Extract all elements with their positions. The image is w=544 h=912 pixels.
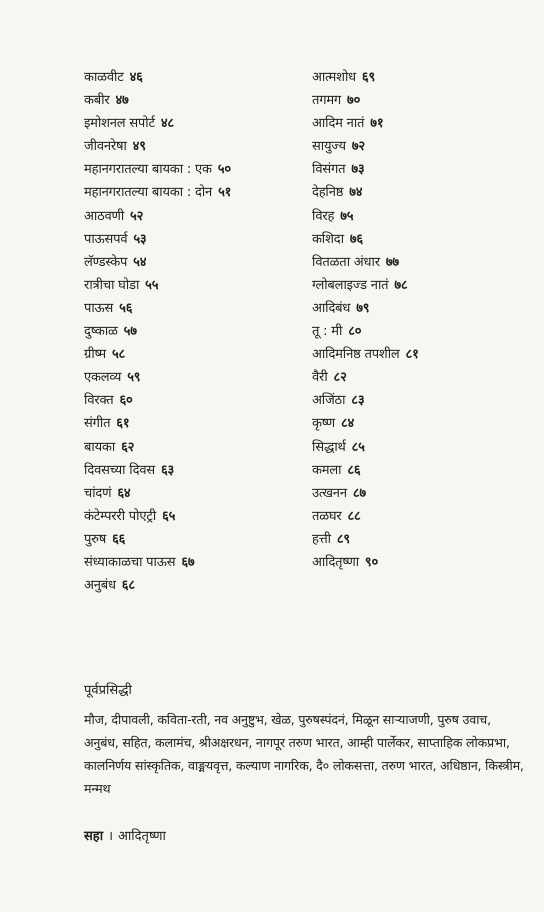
toc-entry-page-number: ८३	[351, 393, 365, 409]
toc-entry-page-number: ५१	[218, 185, 232, 201]
toc-entry-title: बायका	[84, 439, 116, 455]
toc-left-column	[84, 66, 304, 597]
toc-entry-page-number: ६८	[121, 578, 135, 594]
toc-entry	[84, 274, 304, 297]
toc-entry-title: देहनिष्ठ	[312, 185, 344, 201]
toc-entry	[312, 66, 512, 89]
toc-entry-page-number: ४७	[115, 93, 129, 109]
toc-entry-title: इमोशनल सपोर्ट	[84, 116, 155, 132]
toc-entry	[84, 181, 304, 204]
toc-entry-page-number: ८९	[336, 531, 350, 547]
toc-entry-title: विरक्त	[84, 393, 114, 409]
toc-entry	[84, 412, 304, 435]
toc-entry-page-number: ५७	[123, 324, 137, 340]
toc-entry-page-number: ८१	[405, 347, 419, 363]
toc-entry	[84, 436, 304, 459]
toc-entry-page-number: ६६	[112, 531, 126, 547]
prior-publication-heading: पूर्वप्रसिद्धी	[84, 683, 132, 698]
toc-entry	[312, 412, 512, 435]
toc-entry-page-number: ५३	[133, 231, 147, 247]
toc-entry-title: आदिबंध	[312, 300, 351, 316]
toc-entry-title: कंटेम्पररी पोएट्री	[84, 508, 157, 524]
toc-entry-page-number: ६९	[361, 70, 376, 85]
toc-entry-page-number: ६३	[160, 462, 175, 478]
toc-entry-page-number: ४६	[129, 70, 143, 85]
toc-entry-page-number: ७३	[351, 162, 365, 178]
toc-entry	[84, 528, 304, 551]
toc-entry-title: जीवनरेषा	[84, 139, 127, 155]
toc-entry	[312, 205, 512, 228]
toc-entry-title: ग्लोबलाइज्ड नातं	[312, 277, 389, 293]
toc-entry-page-number: ९०	[364, 554, 379, 570]
toc-entry	[312, 297, 512, 320]
toc-entry	[312, 389, 512, 412]
toc-entry	[312, 89, 512, 112]
toc-entry	[84, 574, 304, 597]
toc-entry-title: आत्मशोध	[312, 70, 356, 85]
toc-entry	[84, 551, 304, 574]
toc-entry-page-number: ५०	[217, 162, 231, 178]
toc-entry-page-number: ७४	[349, 185, 363, 201]
toc-entry-page-number: ५२	[130, 208, 144, 224]
toc-entry	[84, 228, 304, 251]
toc-entry	[312, 181, 512, 204]
toc-entry-page-number: ४९	[132, 139, 146, 155]
toc-entry	[312, 436, 512, 459]
toc-entry-title: वितळता अंधार	[312, 254, 380, 270]
book-title: आदितृष्णा	[118, 829, 166, 844]
toc-entry	[312, 228, 512, 251]
toc-entry-title: आदिम नातं	[312, 116, 365, 132]
toc-entry	[312, 528, 512, 551]
toc-entry-page-number: ७०	[347, 93, 361, 109]
toc-entry-title: कमला	[312, 462, 342, 478]
toc-entry	[312, 251, 512, 274]
toc-right-column	[312, 66, 512, 574]
toc-entry	[312, 274, 512, 297]
toc-entry-page-number: ७२	[351, 139, 365, 155]
toc-entry-title: दिवसच्या दिवस	[84, 462, 155, 478]
prior-publication-list: मौज, दीपावली, कविता-रती, नव अनुष्टुभ, खेळ, पुरुषस्पंदनं, मिळून साऱ्याजणी, पुरुष उवाच, अनुबंध, सहित, कलामंच, श्रीअक्षरधन, नागपूर तरुण भारत, आम्ही पार्लेकर, साप्ताहिक लोकप्रभा, कालनिर्णय सांस्कृतिक, वाङ्मयवृत्त, कल्याण नागरिक, दै० लोकसत्ता, तरुण भारत, अधिष्ठान, किस्त्रीम, मन्मथ	[84, 712, 524, 796]
toc-entry-page-number: ६०	[119, 393, 133, 409]
toc-entry-title: महानगरातल्या बायका : दोन	[84, 185, 213, 201]
toc-entry-page-number: ८७	[352, 485, 366, 501]
toc-entry	[312, 366, 512, 389]
toc-entry-title: काळवीट	[84, 70, 124, 85]
toc-entry-page-number: ८५	[351, 439, 365, 455]
toc-entry-title: तू : मी	[312, 324, 343, 340]
toc-entry-page-number: ६४	[117, 485, 131, 501]
toc-entry-page-number: ५४	[133, 254, 147, 270]
toc-entry-title: कशिदा	[312, 231, 344, 247]
toc-entry	[312, 112, 512, 135]
toc-entry-title: सायुज्य	[312, 139, 346, 155]
toc-entry	[312, 482, 512, 505]
toc-entry-title: विरह	[312, 208, 335, 224]
toc-entry	[84, 389, 304, 412]
toc-entry	[84, 482, 304, 505]
toc-entry-title: संगीत	[84, 416, 111, 432]
toc-entry-title: लॅण्डस्केप	[84, 254, 128, 270]
toc-entry-title: दुष्काळ	[84, 324, 118, 340]
toc-entry-page-number: ५६	[119, 300, 133, 316]
toc-entry	[84, 66, 304, 89]
toc-entry	[84, 505, 304, 528]
toc-entry-page-number: ५९	[127, 370, 141, 386]
toc-entry-page-number: ६७	[181, 554, 195, 570]
toc-entry-page-number: ७७	[385, 254, 399, 270]
toc-entry	[84, 251, 304, 274]
page-number-label: सहा	[84, 829, 104, 844]
toc-entry-title: अनुबंध	[84, 578, 116, 594]
toc-entry-page-number: ६२	[121, 439, 135, 455]
toc-entry-title: चांदणं	[84, 485, 112, 501]
toc-entry-title: आदितृष्णा	[312, 554, 359, 570]
toc-entry-title: ग्रीष्म	[84, 347, 106, 363]
toc-entry	[84, 89, 304, 112]
toc-entry-title: वैरी	[312, 370, 328, 386]
toc-entry-title: हत्ती	[312, 531, 331, 547]
toc-entry	[84, 112, 304, 135]
toc-entry	[84, 343, 304, 366]
toc-entry-page-number: ८४	[340, 416, 355, 432]
toc-entry	[312, 135, 512, 158]
toc-entry-page-number: ८२	[333, 370, 347, 386]
toc-entry-title: आदिमनिष्ठ तपशील	[312, 347, 400, 363]
toc-entry-page-number: ४८	[160, 116, 174, 132]
toc-entry-title: महानगरातल्या बायका : एक	[84, 162, 212, 178]
toc-entry-title: पुरुष	[84, 531, 107, 547]
toc-entry-page-number: ७५	[340, 208, 354, 224]
toc-entry-title: आठवणी	[84, 208, 125, 224]
toc-entry-title: संध्याकाळचा पाऊस	[84, 554, 176, 570]
toc-entry-title: रात्रीचा घोडा	[84, 277, 140, 293]
toc-entry-title: विसंगत	[312, 162, 346, 178]
toc-entry	[312, 551, 512, 574]
toc-entry-title: तळघर	[312, 508, 342, 524]
toc-entry	[312, 505, 512, 528]
toc-entry-page-number: ५८	[111, 347, 126, 363]
toc-entry-page-number: ५५	[145, 277, 159, 293]
toc-entry-page-number: ७१	[370, 116, 384, 132]
toc-entry-title: तगमग	[312, 93, 342, 109]
toc-entry	[312, 320, 512, 343]
toc-entry	[84, 205, 304, 228]
toc-entry-page-number: ७९	[356, 300, 370, 316]
toc-entry	[312, 343, 512, 366]
toc-entry	[312, 459, 512, 482]
toc-entry-title: अजिंठा	[312, 393, 346, 409]
toc-entry-title: सिद्धार्थ	[312, 439, 346, 455]
toc-entry-page-number: ६५	[162, 508, 176, 524]
toc-entry-page-number: ७६	[349, 231, 363, 247]
toc-entry-title: उत्खनन	[312, 485, 347, 501]
toc-entry-title: कबीर	[84, 93, 110, 109]
toc-entry-title: पाऊसपर्व	[84, 231, 128, 247]
toc-entry-page-number: ८८	[347, 508, 361, 524]
toc-entry-page-number: ८०	[348, 324, 362, 340]
toc-entry	[84, 158, 304, 181]
toc-entry	[84, 366, 304, 389]
toc-entry	[84, 297, 304, 320]
toc-entry-title: एकलव्य	[84, 370, 122, 386]
toc-entry	[84, 135, 304, 158]
toc-entry-title: पाऊस	[84, 300, 114, 316]
toc-entry	[84, 320, 304, 343]
toc-entry	[84, 459, 304, 482]
toc-entry-page-number: ७८	[394, 277, 408, 293]
toc-entry	[312, 158, 512, 181]
toc-entry-page-number: ६१	[116, 416, 130, 432]
page-footer	[84, 826, 166, 844]
toc-entry-page-number: ८६	[347, 462, 361, 478]
footer-separator: ।	[108, 829, 113, 844]
toc-entry-title: कृष्ण	[312, 416, 335, 432]
